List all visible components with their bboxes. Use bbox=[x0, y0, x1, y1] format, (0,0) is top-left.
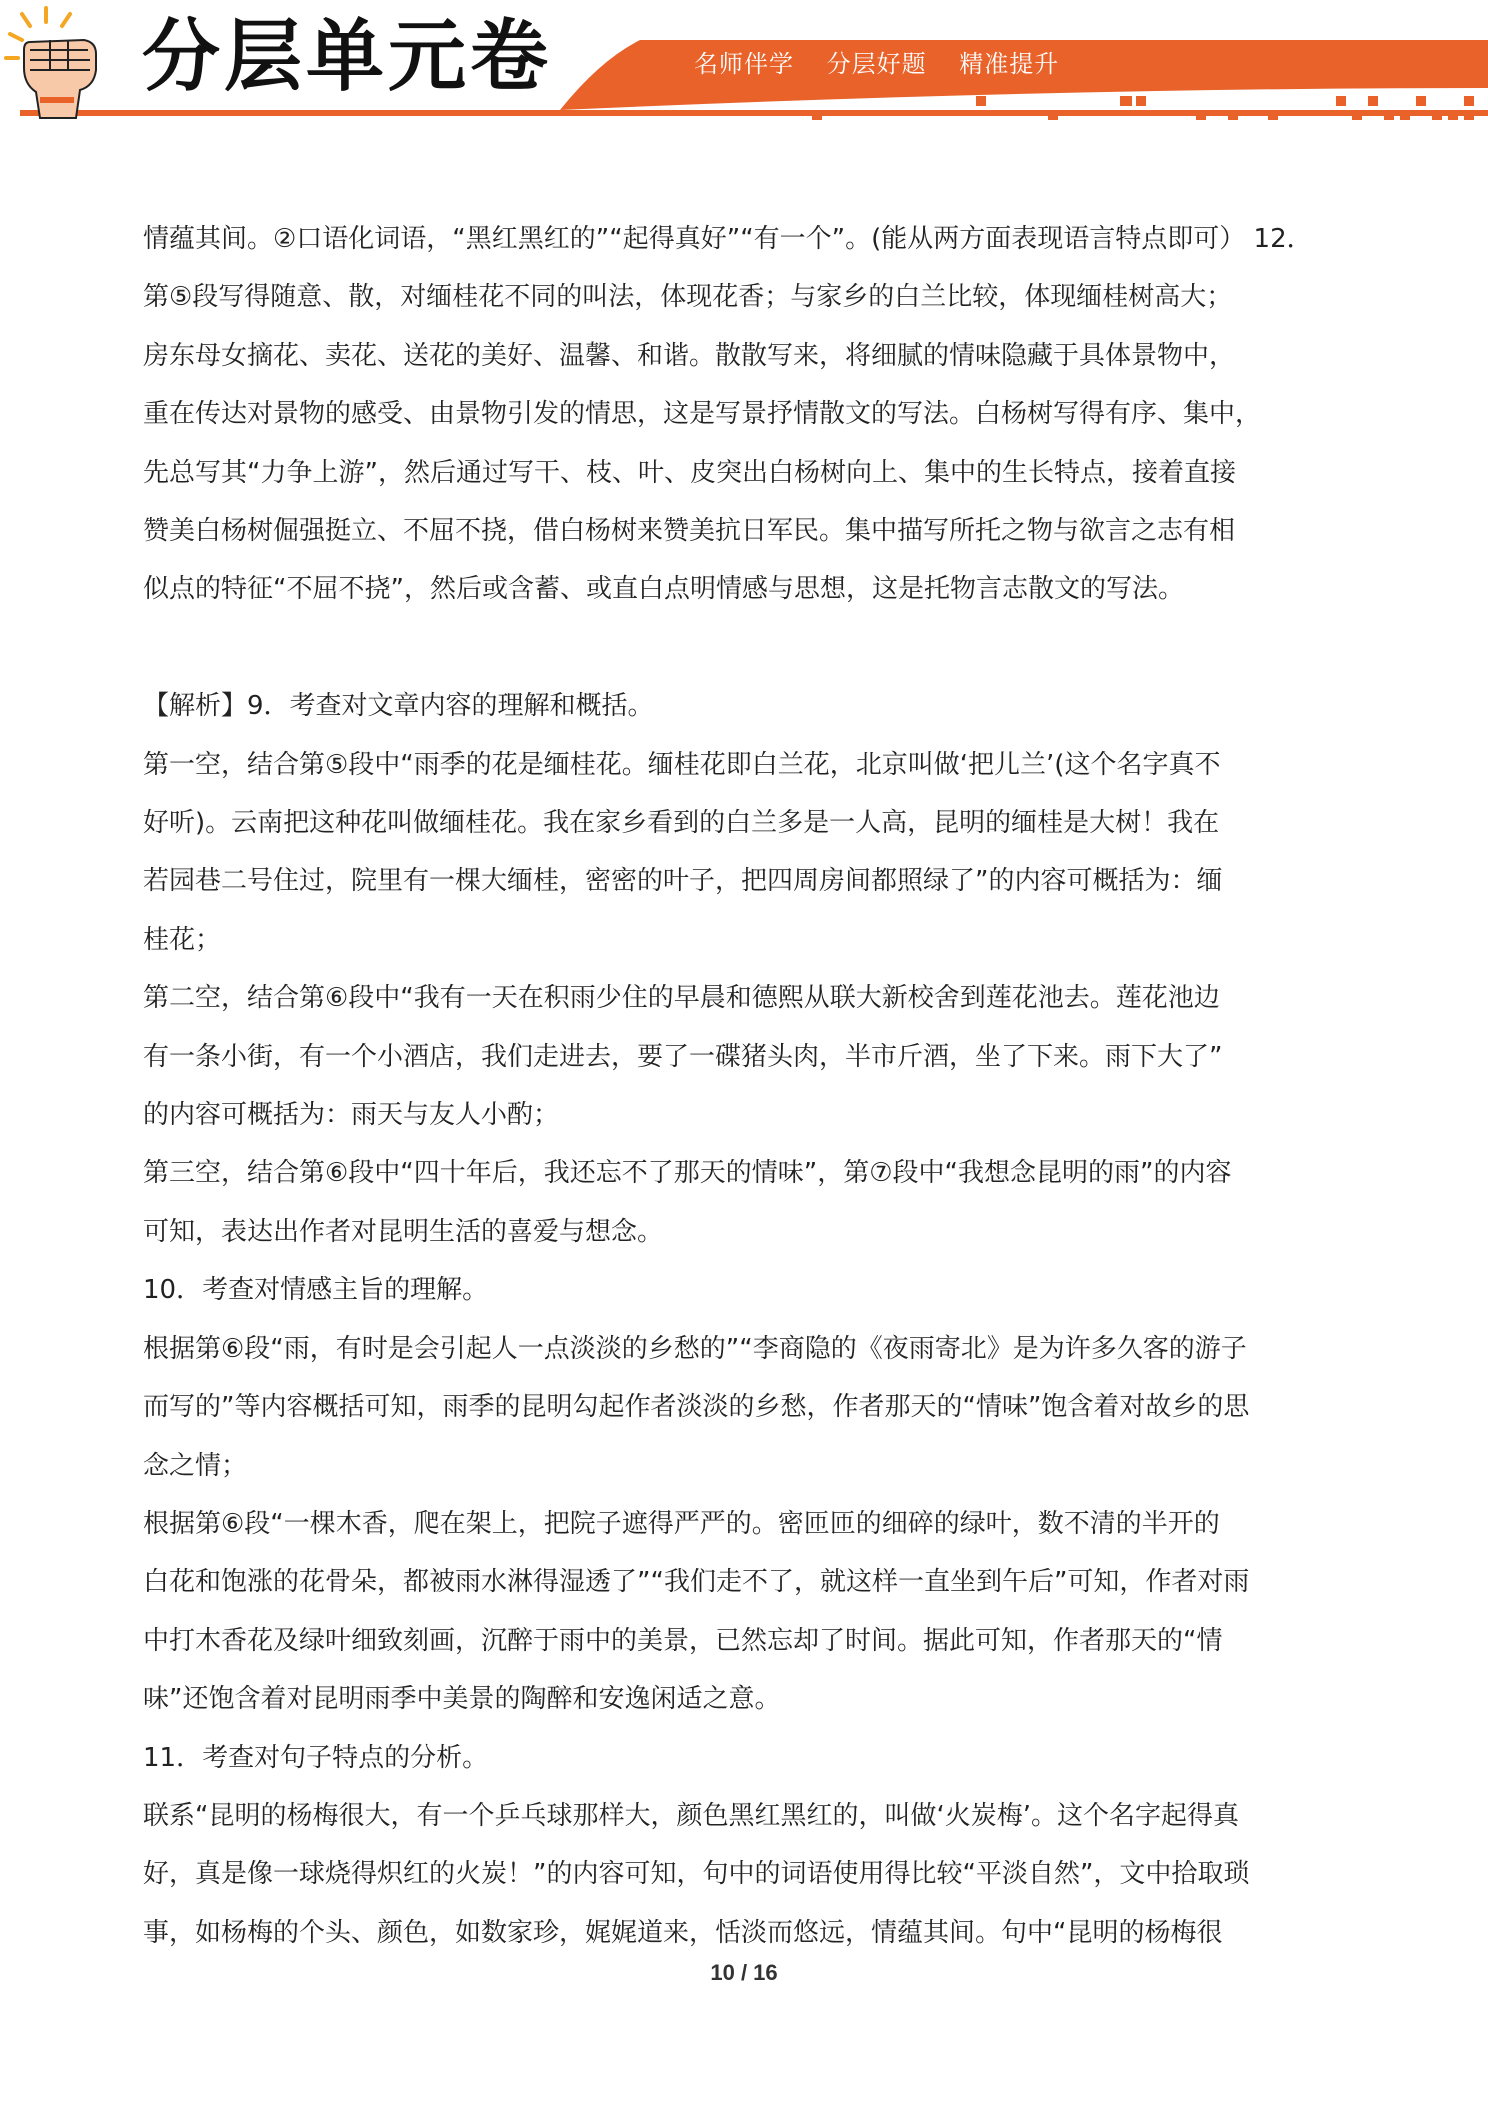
paragraph-gap bbox=[143, 619, 1253, 677]
text-line: 【解析】9．考查对文章内容的理解和概括。 bbox=[143, 691, 654, 722]
text-line: 第二空，结合第⑥段中“我有一天在积雨少住的早晨和德熙从联大新校舍到莲花池去。莲花池边 bbox=[143, 983, 1220, 1014]
text-line: 房东母女摘花、卖花、送花的美好、温馨、和谐。散散写来，将细腻的情味隐藏于具体景物中， bbox=[143, 340, 1236, 371]
raised-fist-icon bbox=[0, 0, 150, 120]
tagline-item: 精准提升 bbox=[959, 50, 1060, 78]
text-line: 似点的特征“不屈不挠”，然后或含蓄、或直白点明情感与思想，这是托物言志散文的写法。 bbox=[143, 574, 1184, 605]
text-line: 可知，表达出作者对昆明生活的喜爱与想念。 bbox=[143, 1216, 664, 1247]
text-line: 联系“昆明的杨梅很大，有一个乒乓球那样大，颜色黑红黑红的，叫做‘火炭梅’。这个名字起得真 bbox=[143, 1800, 1240, 1831]
text-line: 而写的”等内容概括可知，雨季的昆明勾起作者淡淡的乡愁，作者那天的“情味”饱含着对故乡的思 bbox=[143, 1392, 1250, 1423]
text-line: 重在传达对景物的感受、由景物引发的情思，这是写景抒情散文的写法。白杨树写得有序、集中， bbox=[143, 399, 1262, 430]
text-line: 10．考查对情感主旨的理解。 bbox=[143, 1275, 489, 1306]
text-line: 念之情； bbox=[143, 1450, 248, 1481]
text-line: 情蕴其间。②口语化词语，“黑红黑红的”“起得真好”“有一个”。(能从两方面表现语言特点即可） 12． bbox=[143, 224, 1313, 254]
text-line: 好听)。云南把这种花叫做缅桂花。我在家乡看到的白兰多是一人高，昆明的缅桂是大树！我在 bbox=[143, 808, 1220, 839]
tagline-item: 分层好题 bbox=[826, 50, 927, 78]
text-line: 根据第⑥段“雨，有时是会引起人一点淡淡的乡愁的”“李商隐的《夜雨寄北》是为许多久客的游子 bbox=[143, 1333, 1247, 1364]
text-line: 的内容可概括为：雨天与友人小酌； bbox=[143, 1100, 560, 1131]
text-line: 有一条小街，有一个小酒店，我们走进去，要了一碟猪头肉，半市斤酒，坐了下来。雨下大了” bbox=[143, 1041, 1223, 1072]
tagline-item: 名师伴学 bbox=[694, 50, 794, 78]
text-line: 味”还饱含着对昆明雨季中美景的陶醉和安逸闲适之意。 bbox=[143, 1684, 781, 1715]
document-body bbox=[143, 210, 1313, 1962]
text-line: 第三空，结合第⑥段中“四十年后，我还忘不了那天的情味”，第⑦段中“我想念昆明的雨”的内容 bbox=[143, 1158, 1232, 1189]
text-line: 中打木香花及绿叶细致刻画，沉醉于雨中的美景，已然忘却了时间。据此可知，作者那天的“情 bbox=[143, 1625, 1223, 1656]
text-line: 根据第⑥段“一棵木香，爬在架上，把院子遮得严严的。密匝匝的细碎的绿叶，数不清的半开的 bbox=[143, 1508, 1220, 1539]
page-header bbox=[0, 0, 1488, 130]
page-number: 10 / 16 bbox=[710, 1960, 778, 1985]
text-line: 桂花； bbox=[143, 924, 222, 955]
text-line: 赞美白杨树倔强挺立、不屈不挠，借白杨树来赞美抗日军民。集中描写所托之物与欲言之志有相 bbox=[143, 516, 1236, 547]
text-line: 白花和饱涨的花骨朵，都被雨水淋得湿透了”“我们走不了，就这样一直坐到午后”可知，作者对雨 bbox=[143, 1567, 1250, 1598]
text-line: 第一空，结合第⑤段中“雨季的花是缅桂花。缅桂花即白兰花，北京叫做‘把儿兰’(这个名字真不 bbox=[143, 749, 1221, 780]
text-line: 事，如杨梅的个头、颜色，如数家珍，娓娓道来，恬淡而悠远，情蕴其间。句中“昆明的杨梅很 bbox=[143, 1917, 1223, 1948]
text-line: 先总写其“力争上游”，然后通过写干、枝、叶、皮突出白杨树向上、集中的生长特点，接着直接 bbox=[143, 457, 1236, 488]
header-tagline bbox=[694, 44, 1083, 79]
brand-title: 分层单元卷 bbox=[142, 12, 553, 102]
text-line: 第⑤段写得随意、散，对缅桂花不同的叫法，体现花香；与家乡的白兰比较，体现缅桂树高大； bbox=[143, 282, 1233, 313]
text-line: 11．考查对句子特点的分析。 bbox=[143, 1742, 489, 1773]
text-line: 好，真是像一球烧得炽红的火炭！”的内容可知，句中的词语使用得比较“平淡自然”，文中拾取琐 bbox=[143, 1859, 1250, 1890]
text-line: 若园巷二号住过，院里有一棵大缅桂，密密的叶子，把四周房间都照绿了”的内容可概括为：缅 bbox=[143, 866, 1223, 897]
